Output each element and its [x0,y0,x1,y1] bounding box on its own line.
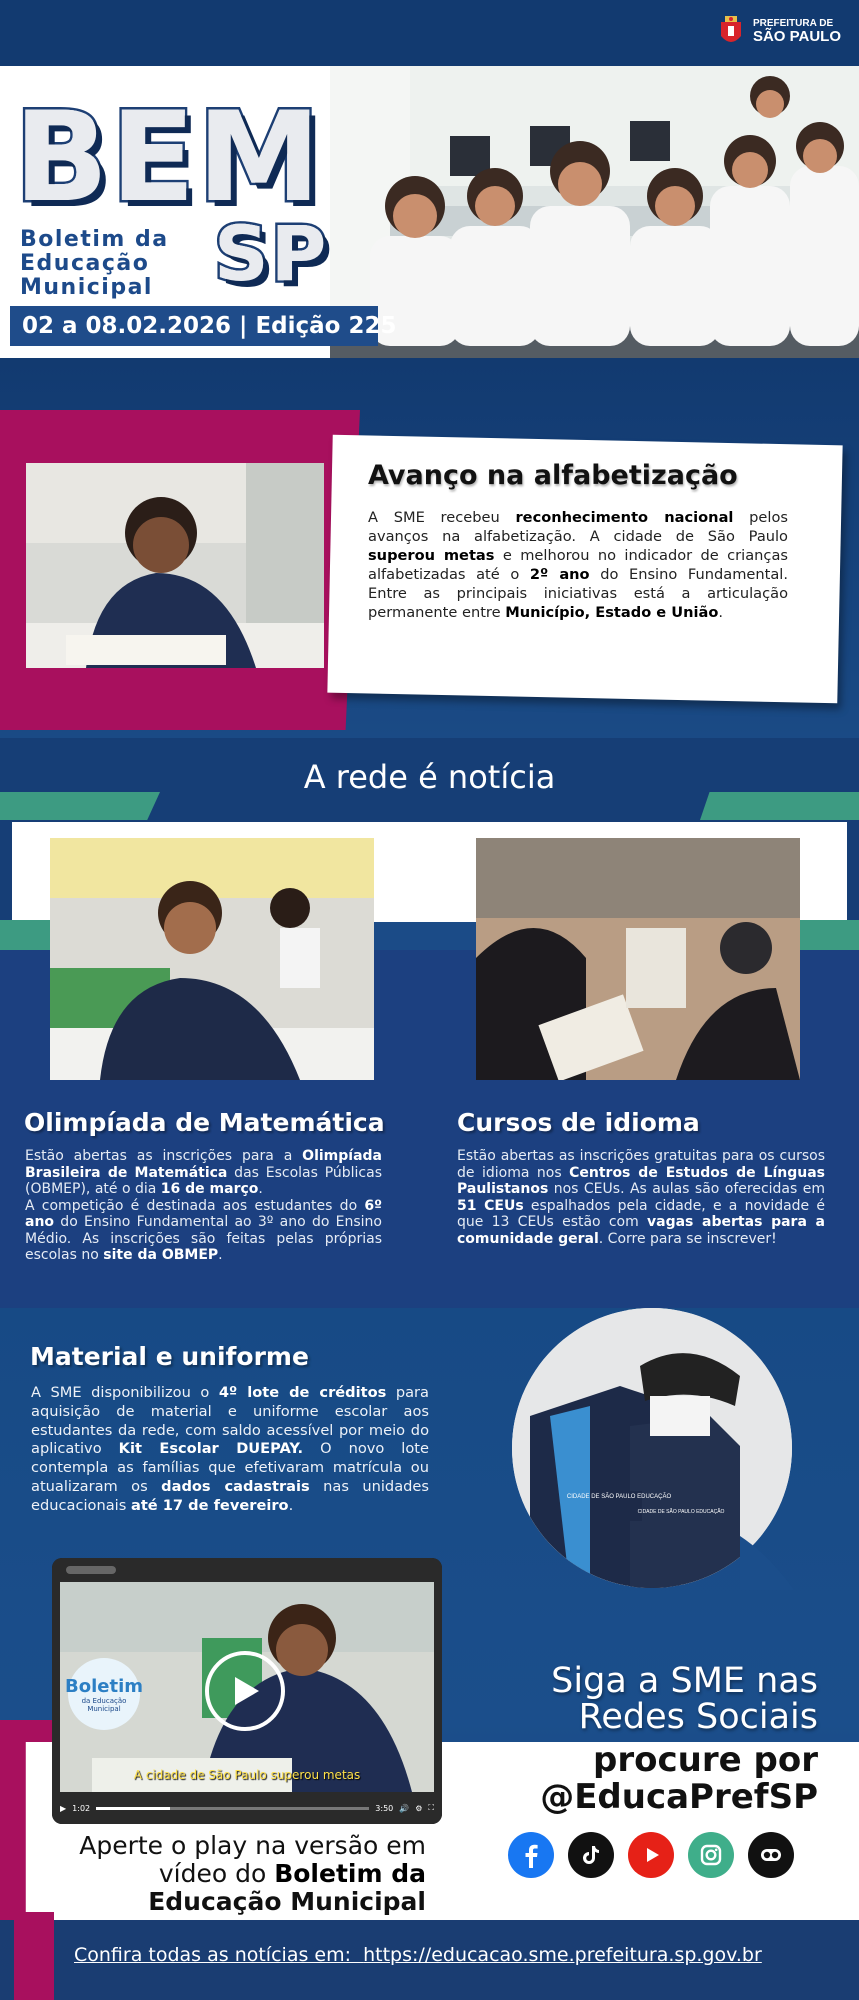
handle-text: @EducaPrefSP [540,1777,818,1817]
video-caption-line2 [50,1860,426,1888]
edition-date-bar: 02 a 08.02.2026 | Edição 225 [10,306,378,346]
hero-body [368,508,788,622]
siga-line1: Siga a SME nas [551,1661,818,1701]
mat-bold: 4º lote de créditos [218,1384,387,1401]
video-player[interactable] [52,1558,442,1824]
mat-bold: dados cadastrais [161,1477,310,1495]
olimp-text: . [258,1181,263,1197]
video-progress-fill [96,1807,170,1810]
cursos-idioma-photo [476,838,800,1080]
idioma-text: . Corre para se inscrever! [598,1230,777,1247]
video-time-current: 1:02 [72,1803,91,1813]
video-subtitle: A cidade de São Paulo superou metas [133,1768,361,1782]
video-caption-line3: Educação Municipal [148,1887,426,1916]
fullscreen-icon[interactable]: ⛶ [428,1803,434,1812]
volume-icon[interactable]: 🔊 [399,1803,410,1813]
green-bar [0,792,160,820]
olimp-text: A competição é destinada aos estudantes do [25,1197,365,1214]
olimp-text: das Escolas Públicas (OBMEP), até o dia [25,1164,382,1197]
video-caption-line1: Aperte o play na versão em [79,1831,426,1860]
boletim-subtitle [20,228,169,300]
olimp-bold: 6º ano [25,1197,382,1230]
prefeitura-logo [717,14,841,50]
idioma-text: espalhados pela cidade, e a novidade é que 13 CEUs estão com [457,1197,825,1230]
uniform-kit-photo [510,1306,794,1590]
boletim-video-logo [65,1658,143,1730]
material-title: Material e uniforme [30,1342,309,1371]
social-icons-row [508,1832,794,1878]
idioma-bold: Centros de Estudos de Línguas Paulistanos [457,1164,826,1197]
sao-paulo-crest-icon [717,14,745,50]
olimp-text: Estão abertas as inscrições para a [25,1148,303,1164]
play-icon [227,1673,263,1709]
idioma-bold: vagas abertas para a comunidade geral [457,1214,825,1247]
idioma-body [457,1148,825,1247]
green-bar [700,792,859,820]
youtube-icon[interactable] [628,1832,674,1878]
footer-url[interactable]: https://educacao.sme.prefeitura.sp.gov.br [363,1944,762,1966]
idioma-bold: 51 CEUs [457,1197,524,1214]
video-progress-bar[interactable] [96,1807,369,1810]
material-body [31,1384,429,1516]
hero-text: e melhorou no indicador de crianças alfabetizadas até o [368,547,789,583]
hero-text: do Ensino Fundamental. Entre as principais iniciativas está a articulação permanente entre [368,566,788,621]
caption-bold: Boletim da [274,1859,426,1888]
olimp-bold: 16 de março [160,1181,259,1197]
bem-logo-title [14,86,323,230]
tiktok-icon[interactable] [568,1832,614,1878]
flickr-icon[interactable] [748,1832,794,1878]
video-controls [60,1798,434,1818]
idioma-title: Cursos de idioma [457,1108,700,1137]
subtitle-line1: Boletim da [20,227,169,252]
uniform-badge-text: CIDADE DE SÃO PAULO EDUCAÇÃO [566,1494,672,1500]
siga-line2: Redes Sociais [578,1697,818,1737]
olimp-bold: Olimpíada Brasileira de Matemática [25,1148,382,1181]
subtitle-line2: Educação [20,251,150,276]
olimpiada-title: Olimpíada de Matemática [24,1108,385,1137]
uniform-badge-text: CIDADE DE SÃO PAULO EDUCAÇÃO [637,1509,725,1515]
mat-bold: Kit Escolar DUEPAY. [118,1440,304,1458]
hero-title: Avanço na alfabetização [368,460,738,491]
boy-writing-photo [26,463,324,668]
hero-text: pelos avanços na alfabetização. A cidade de São Paulo [368,509,788,545]
header-banner [0,66,859,358]
caption-text: vídeo do [158,1859,275,1888]
idioma-text: Estão abertas as inscrições gratuitas para os cursos de idioma nos [457,1148,825,1181]
hero-text: . [718,604,724,621]
mat-text: A SME disponibilizou o [31,1384,219,1401]
video-caption [50,1832,426,1916]
olimp-bold: site da OBMEP [103,1247,219,1263]
video-logo-text: Boletim [65,1675,143,1697]
hero-bold: 2º ano [529,566,590,583]
hero-bold: reconhecimento nacional [515,509,734,526]
rede-heading: A rede é notícia [303,758,556,796]
video-time-total: 3:50 [375,1803,394,1813]
settings-icon[interactable]: ⚙ [415,1803,423,1813]
olimpiada-photo [50,838,374,1080]
mat-bold: até 17 de fevereiro [130,1496,289,1514]
subtitle-line3: Municipal [20,275,153,300]
mat-text: nas unidades educacionais [31,1477,429,1514]
footer-link[interactable] [74,1944,762,1966]
hero-bold: superou metas [368,547,495,564]
olimp-text: do Ensino Fundamental ao 3º ano do Ensino Médio. As inscrições são feitas pelas próprias escolas no [25,1214,382,1263]
footer-label: Confira todas as notícias em: [74,1944,351,1966]
facebook-icon[interactable] [508,1832,554,1878]
olimpiada-body [25,1148,382,1264]
bem-text: BEM [14,86,323,230]
students-group-photo [330,66,859,358]
olimp-text: . [218,1247,223,1263]
hero-text: A SME recebeu [368,509,516,526]
instagram-icon[interactable] [688,1832,734,1878]
procure-line1: procure por [593,1740,818,1780]
hero-bold: Município, Estado e União [505,604,719,621]
mat-text: O novo lote contempla as famílias que efetivaram matrícula ou atualizaram os [31,1440,429,1495]
video-logo-sub: da Educação Municipal [81,1696,127,1713]
video-play-small-icon[interactable]: ▶ [60,1803,67,1813]
idioma-text: nos CEUs. As aulas são oferecidas em [548,1181,825,1197]
prefeitura-logo-text [753,19,841,45]
play-button[interactable] [205,1651,285,1731]
sp-logo-text: SP [214,209,329,298]
mat-text: . [288,1496,294,1514]
mat-text: para aquisição de material e uniforme escolar aos estudantes da rede, com saldo acessível por meio do aplicativo [31,1384,430,1458]
logo-line2: SÃO PAULO [752,28,841,46]
footer-magenta-bar [14,1912,54,2000]
logo-line1: PREFEITURA DE [752,17,834,29]
